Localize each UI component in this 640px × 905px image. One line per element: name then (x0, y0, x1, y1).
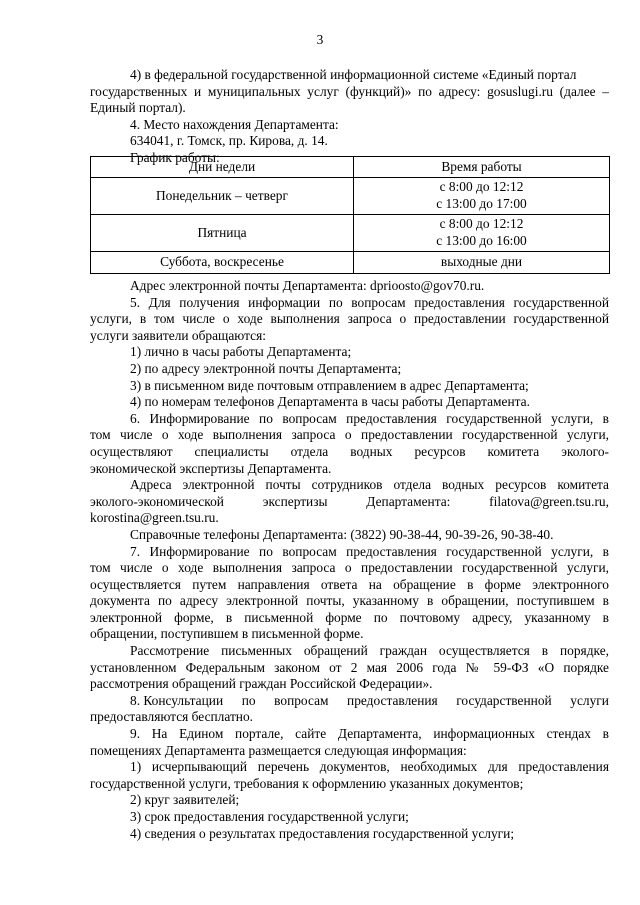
schedule-heading: График работы: (130, 149, 220, 165)
staff-emails: Адреса электронной почты сотрудников отдела водных ресурсов комитета (130, 477, 609, 493)
list-item: 3) в письменном виде почтовым отправлением в адрес Департамента; (130, 377, 529, 393)
body-text: Адрес электронной почты Департамента: dprioosto@gov70.ru. 5. Для получения информации по вопросам предоставления государственной услуги, в том числе о ходе выполнения запроса о предоставлении государственной услуги заявители обращаются: 1) лично в часы работы Департамента; 2) по адресу электронной почты Департамента; 3) в письменном виде почтовым отправлением в адрес Департамента; 4) по номерам телефонов Департамента в часы работы Департамента. 6. Информирование по вопросам предоставления государственной услуги, в том числе о ходе выполнения запроса о предоставлении государственной услуги, осуществляют специалисты отдела водных ресурсов комитета эколого- экономической экспертизы Департамента. Адреса электронной почты сотрудников отдела водных ресурсов комитета эколого-экономической экспертизы Департамента: filatova@green.tsu.ru, korostina@green.tsu.ru. Справочные телефоны Департамента: (3822) 90-38-44, 90-39-26, 90-38-40. 7. Информирование по вопросам предоставления государственной услуги, в том числе о ходе выполнения запроса о предоставлении государственной услуги, осуществляется путем направления ответа на обращение в форме электронного документа по адресу электронной почты, указанному в обращении, поступившем в электронной форме, в письменной форме по почтовому адресу, указанному в обращении, поступившем в письменной форме. Рассмотрение письменных обращений граждан осуществляется в порядке, установленном Федеральным законом от 2 мая 2006 года № 59-ФЗ «О порядке рассмотрения обращений граждан Российской Федерации». 8. Консультации по вопросам предоставления государственной услуги предоставляются бесплатно. 9. На Едином портале, сайте Департамента, информационных стендах в помещениях Департамента размещается следующая информация: 1) исчерпывающий перечень документов, необходимых для предоставления государственной услуги, требования к оформлению указанных документов; 2) круг заявителей; 3) срок предоставления государственной услуги; 4) сведения о результатах предоставления государственной услуги; (90, 278, 609, 841)
review-paragraph: Рассмотрение письменных обращений граждан осуществляется в порядке, (130, 643, 609, 659)
time-cell: выходные дни (354, 252, 610, 274)
intro-block (90, 67, 609, 167)
intro-line: государственных и муниципальных услуг (функций)» по адресу: gosuslugi.ru (далее – (90, 83, 609, 99)
header-days: Дни недели (91, 157, 354, 178)
list-item: 3) срок предоставления государственной услуги; (130, 809, 409, 824)
list-item: 2) круг заявителей; (130, 792, 240, 808)
paragraph-9: 9. На Едином портале, сайте Департамента, информационных стендах в (130, 726, 609, 742)
day-cell: Пятница (91, 215, 354, 252)
day-cell: Понедельник – четверг (91, 178, 354, 215)
intro-line: 4) в федеральной государственной информационной системе «Единый портал (130, 67, 577, 82)
day-cell: Суббота, воскресенье (91, 252, 354, 274)
list-item: 4) сведения о результатах предоставления государственной услуги; (130, 825, 515, 841)
location-heading: 4. Место нахождения Департамента: (130, 116, 339, 132)
time-cell: с 8:00 до 12:12 с 13:00 до 17:00 (354, 178, 610, 215)
intro-line: Единый портал). (90, 100, 186, 116)
list-item: 1) исчерпывающий перечень документов, необходимых для предоставления (130, 759, 609, 775)
header-time: Время работы (354, 157, 610, 178)
address: 634041, г. Томск, пр. Кирова, д. 14. (130, 133, 328, 149)
paragraph-6: 6. Информирование по вопросам предоставления государственной услуги, в (130, 410, 609, 426)
list-item: 2) по адресу электронной почты Департамента; (130, 360, 402, 376)
table-row (91, 178, 610, 215)
list-item: 4) по номерам телефонов Департамента в часы работы Департамента. (130, 394, 530, 410)
table-header-row (91, 157, 610, 178)
paragraph-5: 5. Для получения информации по вопросам предоставления государственной (130, 294, 609, 310)
email-line: Адрес электронной почты Департамента: dprioosto@gov70.ru. (130, 278, 485, 293)
phones-line: Справочные телефоны Департамента: (3822) 90-38-44, 90-39-26, 90-38-40. (130, 526, 554, 542)
table-row (91, 252, 610, 274)
list-item: 1) лично в часы работы Департамента; (130, 344, 352, 360)
time-cell: с 8:00 до 12:12 с 13:00 до 16:00 (354, 215, 610, 252)
paragraph-7: 7. Информирование по вопросам предоставления государственной услуги, в (130, 543, 609, 559)
table-row (91, 215, 610, 252)
schedule-table (90, 156, 610, 274)
page-number: 3 (316, 32, 324, 47)
paragraph-8: 8. Консультации по вопросам предоставления государственной услуги (130, 692, 609, 708)
